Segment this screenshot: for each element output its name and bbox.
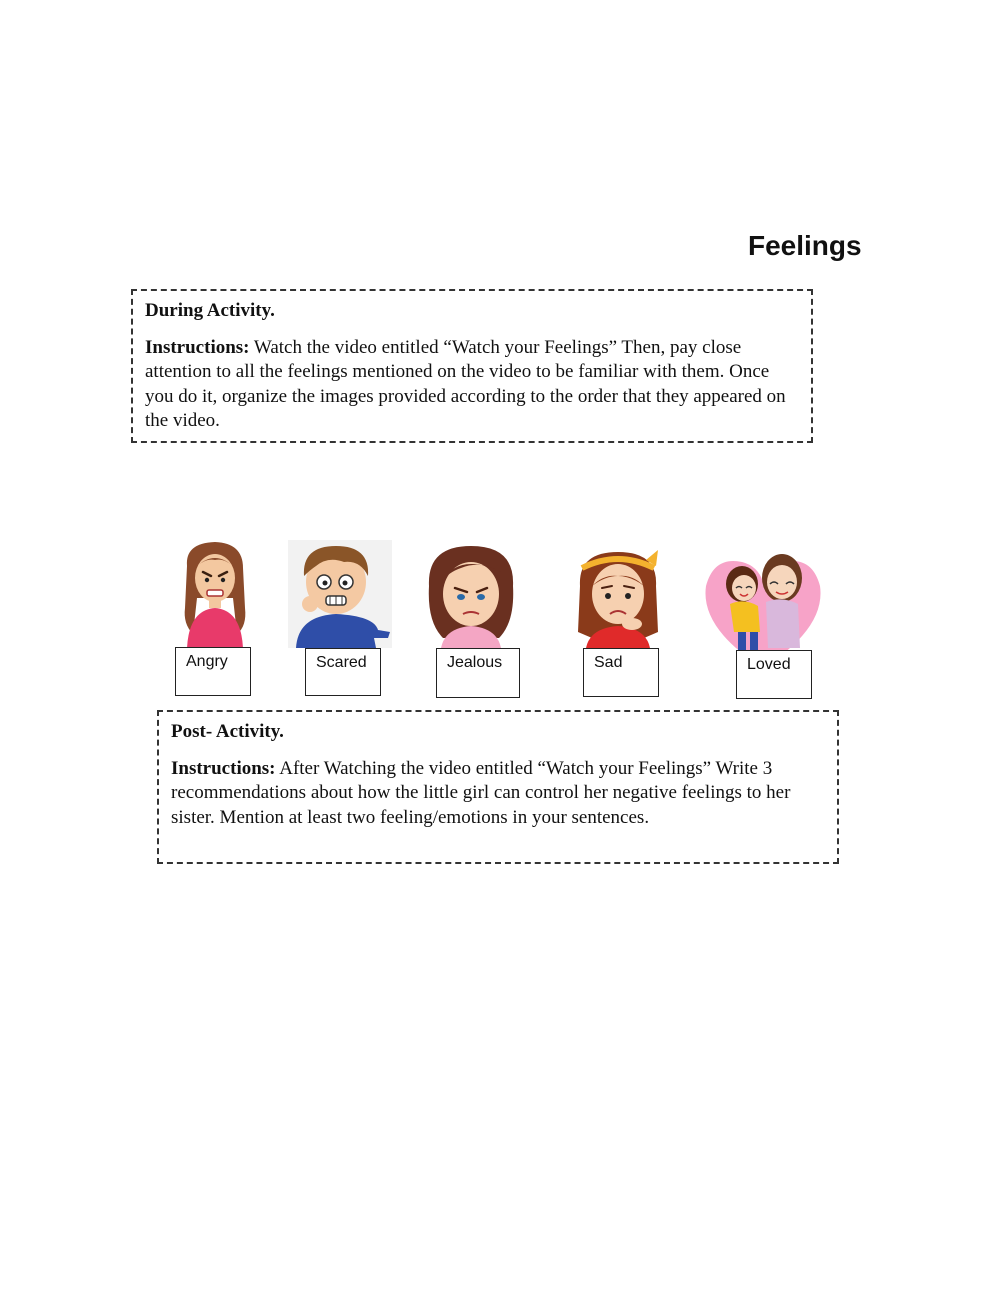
post-activity-box [157, 710, 839, 864]
feeling-label-angry: Angry [175, 647, 251, 696]
during-activity-box [131, 289, 813, 443]
feeling-label-scared: Scared [305, 648, 381, 696]
during-activity-instructions [145, 336, 799, 434]
angry-girl-illustration [175, 538, 255, 648]
instructions-text: After Watching the video entitled “Watch your Feelings” Write 3 recommendations about how the little girl can control her negative feelings to her sister. Mention at least two feeling/emotions in your sentences. [171, 757, 791, 828]
jealous-girl-illustration [425, 542, 517, 648]
instructions-text: Watch the video entitled “Watch your Feelings” Then, pay close attention to all the feelings mentioned on the video to be familiar with them. Once you do it, organize the images provided according to the order that they appeared on the video. [145, 336, 786, 431]
feeling-label-loved: Loved [736, 650, 812, 699]
during-activity-heading: During Activity. [145, 300, 275, 321]
scared-boy-illustration [288, 540, 392, 648]
feeling-label-jealous: Jealous [436, 648, 520, 698]
feeling-label-sad: Sad [583, 648, 659, 697]
instructions-label: Instructions: [145, 336, 250, 358]
post-activity-heading: Post- Activity. [171, 721, 284, 742]
sad-girl-illustration [572, 546, 664, 648]
post-activity-instructions [171, 757, 825, 831]
page-title: Feelings [748, 230, 862, 261]
instructions-label: Instructions: [171, 757, 276, 779]
